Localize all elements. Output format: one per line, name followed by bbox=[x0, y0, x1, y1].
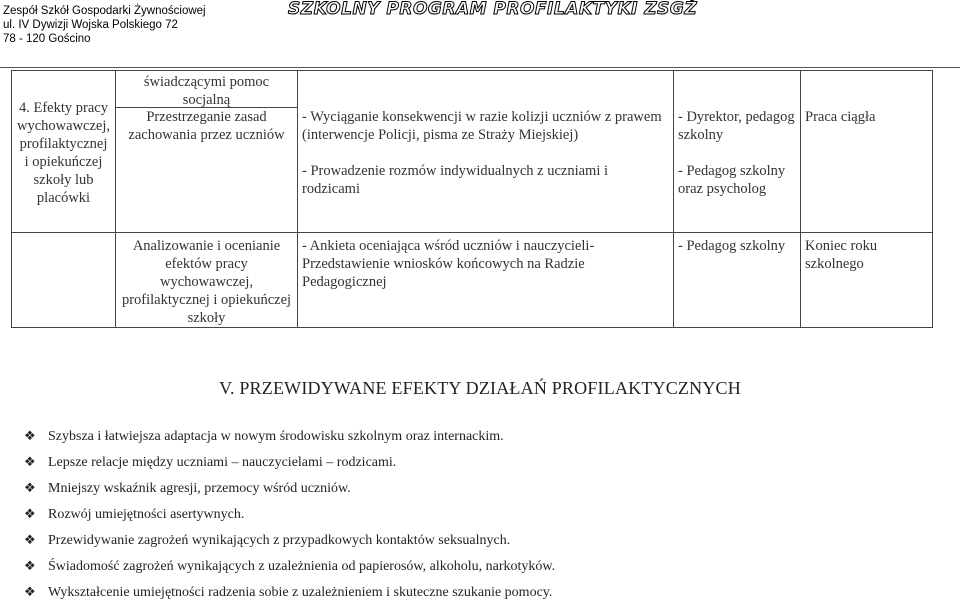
diamond-dots-icon: ❖ bbox=[24, 507, 36, 522]
responsible-cell bbox=[674, 233, 801, 328]
task-continuation bbox=[116, 71, 297, 108]
list-item-text: Lepsze relacje między uczniami – nauczycielami – rodzicami. bbox=[48, 455, 397, 470]
task-line: Przestrzeganie zasad bbox=[146, 109, 267, 125]
school-address: ul. IV Dywizji Wojska Polskiego 72 bbox=[3, 19, 178, 31]
diamond-dots-icon: ❖ bbox=[24, 429, 36, 444]
area-line: placówki bbox=[36, 190, 91, 206]
task-cell bbox=[116, 233, 298, 328]
diamond-dots-icon: ❖ bbox=[24, 585, 36, 600]
term-cell bbox=[801, 233, 933, 328]
task-line: socjalną bbox=[182, 92, 231, 108]
task-line: świadczącymi pomoc bbox=[143, 74, 270, 90]
document-title: SZKOLNY PROGRAM PROFILAKTYKI ZSGŻ bbox=[288, 0, 698, 19]
task-line: zachowania przez uczniów bbox=[128, 127, 285, 143]
header-divider bbox=[0, 67, 960, 68]
area-cell-empty bbox=[12, 233, 116, 328]
section-title: V. PRZEWIDYWANE EFEKTY DZIAŁAŃ PROFILAKTYCZNYCH bbox=[219, 378, 741, 398]
list-item-text: Wykształcenie umiejętności radzenia sobie z uzależnieniem i skuteczne szukanie pomocy. bbox=[48, 585, 553, 600]
area-line: i opiekuńczej bbox=[24, 154, 103, 170]
forms-text: - Prowadzenie rozmów indywidualnych z uczniami i rodzicami bbox=[302, 163, 609, 197]
list-item bbox=[24, 528, 555, 554]
list-item-text: Świadomość zagrożeń wynikających z uzależnienia od papierosów, alkoholu, narkotyków. bbox=[48, 559, 556, 574]
diamond-dots-icon: ❖ bbox=[24, 455, 36, 470]
task-cell bbox=[116, 71, 298, 233]
table-row bbox=[12, 233, 933, 328]
area-line: wychowawczej, bbox=[17, 118, 110, 134]
term-text: Praca ciągła bbox=[805, 109, 876, 125]
list-item bbox=[24, 580, 555, 606]
list-item bbox=[24, 502, 555, 528]
area-line: 4. Efekty pracy bbox=[19, 100, 108, 116]
responsible-text: - Pedagog szkolny oraz psycholog bbox=[678, 163, 786, 197]
list-item-text: Mniejszy wskaźnik agresji, przemocy wśród uczniów. bbox=[48, 481, 351, 496]
list-item-text: Szybsza i łatwiejsza adaptacja w nowym środowisku szkolnym oraz internackim. bbox=[48, 429, 504, 444]
school-name: Zespół Szkół Gospodarki Żywnościowej bbox=[3, 5, 206, 17]
list-item-text: Rozwój umiejętności asertywnych. bbox=[48, 507, 245, 522]
list-item-text: Przewidywanie zagrożeń wynikających z przypadkowych kontaktów seksualnych. bbox=[48, 533, 511, 548]
task-text: Analizowanie i ocenianie efektów pracy wychowawczej, profilaktycznej i opiekuńczej szkoły bbox=[121, 238, 292, 326]
table-row bbox=[12, 71, 933, 233]
school-postal: 78 - 120 Gościno bbox=[3, 33, 91, 45]
forms-cell bbox=[298, 233, 674, 328]
diamond-dots-icon: ❖ bbox=[24, 533, 36, 548]
area-cell bbox=[12, 71, 116, 233]
school-header bbox=[3, 4, 206, 46]
list-item bbox=[24, 450, 555, 476]
term-cell bbox=[801, 71, 933, 233]
area-line: profilaktycznej bbox=[19, 136, 108, 152]
area-line: szkoły lub bbox=[33, 172, 94, 188]
effects-list bbox=[24, 424, 555, 606]
task-rules bbox=[116, 108, 297, 144]
diamond-dots-icon: ❖ bbox=[24, 559, 36, 574]
diamond-dots-icon: ❖ bbox=[24, 481, 36, 496]
responsible-cell bbox=[674, 71, 801, 233]
forms-text: - Ankieta oceniająca wśród uczniów i nauczycieli- Przedstawienie wniosków końcowych na Radzie Pedagogicznej bbox=[302, 238, 595, 290]
program-table bbox=[11, 70, 933, 328]
list-item bbox=[24, 424, 555, 450]
responsible-text: - Pedagog szkolny bbox=[678, 238, 786, 254]
term-text: Koniec roku szkolnego bbox=[805, 238, 878, 272]
list-item bbox=[24, 476, 555, 502]
forms-text: - Wyciąganie konsekwencji w razie kolizji uczniów z prawem (interwencje Policji, pisma ze Straży Miejskiej) bbox=[302, 109, 662, 143]
responsible-text: - Dyrektor, pedagog szkolny bbox=[678, 109, 795, 143]
forms-cell bbox=[298, 71, 674, 233]
list-item bbox=[24, 554, 555, 580]
